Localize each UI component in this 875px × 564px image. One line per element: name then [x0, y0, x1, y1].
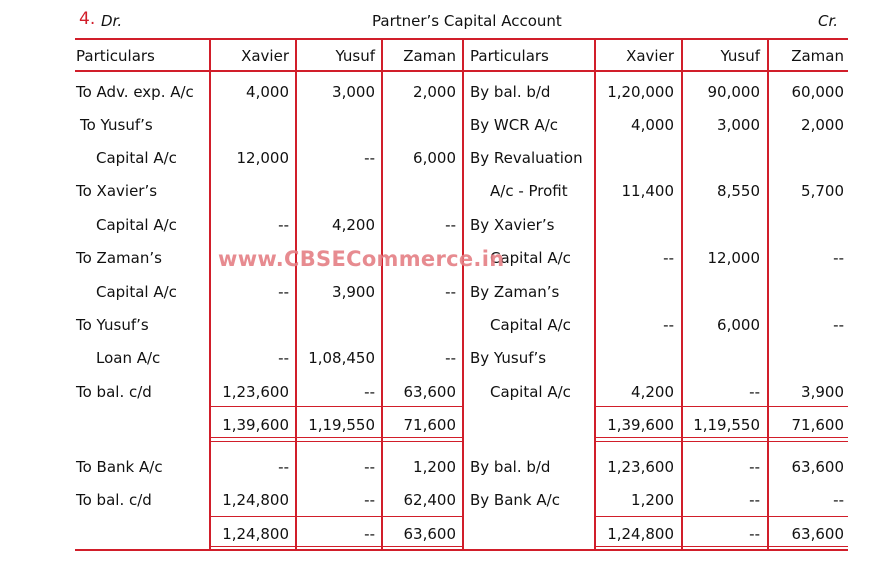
left-yusuf-amount: 3,000 — [332, 83, 375, 101]
col-divider-center — [462, 38, 464, 550]
right-particular: By bal. b/d — [470, 83, 551, 101]
header-particulars-left: Particulars — [76, 47, 155, 65]
total1-left-zaman: 71,600 — [403, 416, 456, 434]
right-yusuf-amount: 6,000 — [717, 316, 760, 334]
left-zaman-amount: 6,000 — [413, 149, 456, 167]
right-particular: Capital A/c — [490, 383, 571, 401]
total2-right-yusuf: -- — [749, 525, 760, 543]
right-xavier-amount: 1,200 — [631, 491, 674, 509]
table-bottom-rule — [75, 549, 848, 551]
right-yusuf-amount: 90,000 — [707, 83, 760, 101]
left-yusuf-amount: -- — [364, 383, 375, 401]
right-particular: By WCR A/c — [470, 116, 558, 134]
total2-right-top-rule — [594, 516, 848, 517]
left-particular: Capital A/c — [96, 149, 177, 167]
right-yusuf-amount: -- — [749, 383, 760, 401]
right-particular: By Revaluation — [470, 149, 583, 167]
right-xavier-amount: 4,000 — [631, 116, 674, 134]
right-zaman-amount: -- — [833, 316, 844, 334]
left-particular: Capital A/c — [96, 283, 177, 301]
header-zaman-left: Zaman — [403, 47, 456, 65]
total2-left-zaman: 63,600 — [403, 525, 456, 543]
total1-right-double-rule-a — [594, 437, 848, 438]
total2-left-yusuf: -- — [364, 525, 375, 543]
left-particular: Capital A/c — [96, 216, 177, 234]
left-particular: Loan A/c — [96, 349, 161, 367]
right-zaman-amount: -- — [833, 249, 844, 267]
left-particular: To bal. c/d — [76, 383, 152, 401]
left-yusuf-amount: -- — [364, 491, 375, 509]
right-yusuf-amount: -- — [749, 491, 760, 509]
right-zaman-amount: 3,900 — [801, 383, 844, 401]
total2-left-double-rule-a — [209, 546, 463, 547]
left-xavier-amount: -- — [278, 349, 289, 367]
right-yusuf-amount: 3,000 — [717, 116, 760, 134]
right-xavier-amount: 1,20,000 — [607, 83, 674, 101]
total2-right-xavier: 1,24,800 — [607, 525, 674, 543]
right-particular: By Bank A/c — [470, 491, 560, 509]
header-zaman-right: Zaman — [791, 47, 844, 65]
right-zaman-amount: -- — [833, 491, 844, 509]
watermark: www.CBSECommerce.in — [218, 247, 505, 271]
question-number: 4. — [79, 9, 96, 29]
left-yusuf-amount: -- — [364, 149, 375, 167]
left-particular: To Yusuf’s — [76, 316, 149, 334]
left-zaman-amount: 63,600 — [403, 383, 456, 401]
left-particular: To bal. c/d — [76, 491, 152, 509]
left-yusuf-amount: 1,08,450 — [308, 349, 375, 367]
total2-left-top-rule — [209, 516, 463, 517]
left-yusuf-amount: 3,900 — [332, 283, 375, 301]
total1-right-yusuf: 1,19,550 — [693, 416, 760, 434]
total1-right-xavier: 1,39,600 — [607, 416, 674, 434]
right-zaman-amount: 60,000 — [791, 83, 844, 101]
right-xavier-amount: 4,200 — [631, 383, 674, 401]
left-xavier-amount: 1,23,600 — [222, 383, 289, 401]
right-particular: By Xavier’s — [470, 216, 555, 234]
right-yusuf-amount: 8,550 — [717, 182, 760, 200]
left-zaman-amount: -- — [445, 349, 456, 367]
left-particular: To Yusuf’s — [80, 116, 153, 134]
account-title: Partner’s Capital Account — [372, 12, 562, 30]
left-xavier-amount: -- — [278, 458, 289, 476]
left-particular: To Adv. exp. A/c — [76, 83, 194, 101]
total2-right-double-rule-a — [594, 546, 848, 547]
left-zaman-amount: -- — [445, 283, 456, 301]
left-zaman-amount: 2,000 — [413, 83, 456, 101]
header-yusuf-right: Yusuf — [720, 47, 760, 65]
left-xavier-amount: -- — [278, 283, 289, 301]
left-particular: To Zaman’s — [76, 249, 162, 267]
cr-label: Cr. — [818, 12, 839, 30]
header-xavier-right: Xavier — [626, 47, 674, 65]
right-zaman-amount: 5,700 — [801, 182, 844, 200]
header-particulars-right: Particulars — [470, 47, 549, 65]
right-particular: Capital A/c — [490, 316, 571, 334]
right-particular: By Yusuf’s — [470, 349, 547, 367]
right-particular: A/c - Profit — [490, 182, 568, 200]
right-particular: By bal. b/d — [470, 458, 551, 476]
total2-right-zaman: 63,600 — [791, 525, 844, 543]
total1-left-double-rule-a — [209, 437, 463, 438]
total1-right-top-rule — [594, 406, 848, 407]
left-zaman-amount: 62,400 — [403, 491, 456, 509]
left-yusuf-amount: -- — [364, 458, 375, 476]
total1-right-double-rule-b — [594, 441, 848, 442]
right-zaman-amount: 63,600 — [791, 458, 844, 476]
right-zaman-amount: 2,000 — [801, 116, 844, 134]
right-yusuf-amount: -- — [749, 458, 760, 476]
left-xavier-amount: 4,000 — [246, 83, 289, 101]
left-xavier-amount: 12,000 — [236, 149, 289, 167]
right-particular: By Zaman’s — [470, 283, 560, 301]
total1-left-yusuf: 1,19,550 — [308, 416, 375, 434]
total1-right-zaman: 71,600 — [791, 416, 844, 434]
left-xavier-amount: -- — [278, 216, 289, 234]
total1-left-double-rule-b — [209, 441, 463, 442]
left-particular: To Xavier’s — [76, 182, 158, 200]
left-yusuf-amount: 4,200 — [332, 216, 375, 234]
right-xavier-amount: -- — [663, 316, 674, 334]
dr-label: Dr. — [101, 12, 123, 30]
left-zaman-amount: 1,200 — [413, 458, 456, 476]
left-xavier-amount: 1,24,800 — [222, 491, 289, 509]
left-particular: To Bank A/c — [76, 458, 163, 476]
right-xavier-amount: 11,400 — [621, 182, 674, 200]
total1-left-xavier: 1,39,600 — [222, 416, 289, 434]
right-xavier-amount: -- — [663, 249, 674, 267]
right-yusuf-amount: 12,000 — [707, 249, 760, 267]
total2-left-xavier: 1,24,800 — [222, 525, 289, 543]
header-yusuf-left: Yusuf — [335, 47, 375, 65]
right-particular: Capital A/c — [490, 249, 571, 267]
right-xavier-amount: 1,23,600 — [607, 458, 674, 476]
header-xavier-left: Xavier — [241, 47, 289, 65]
left-zaman-amount: -- — [445, 216, 456, 234]
total1-left-top-rule — [209, 406, 463, 407]
